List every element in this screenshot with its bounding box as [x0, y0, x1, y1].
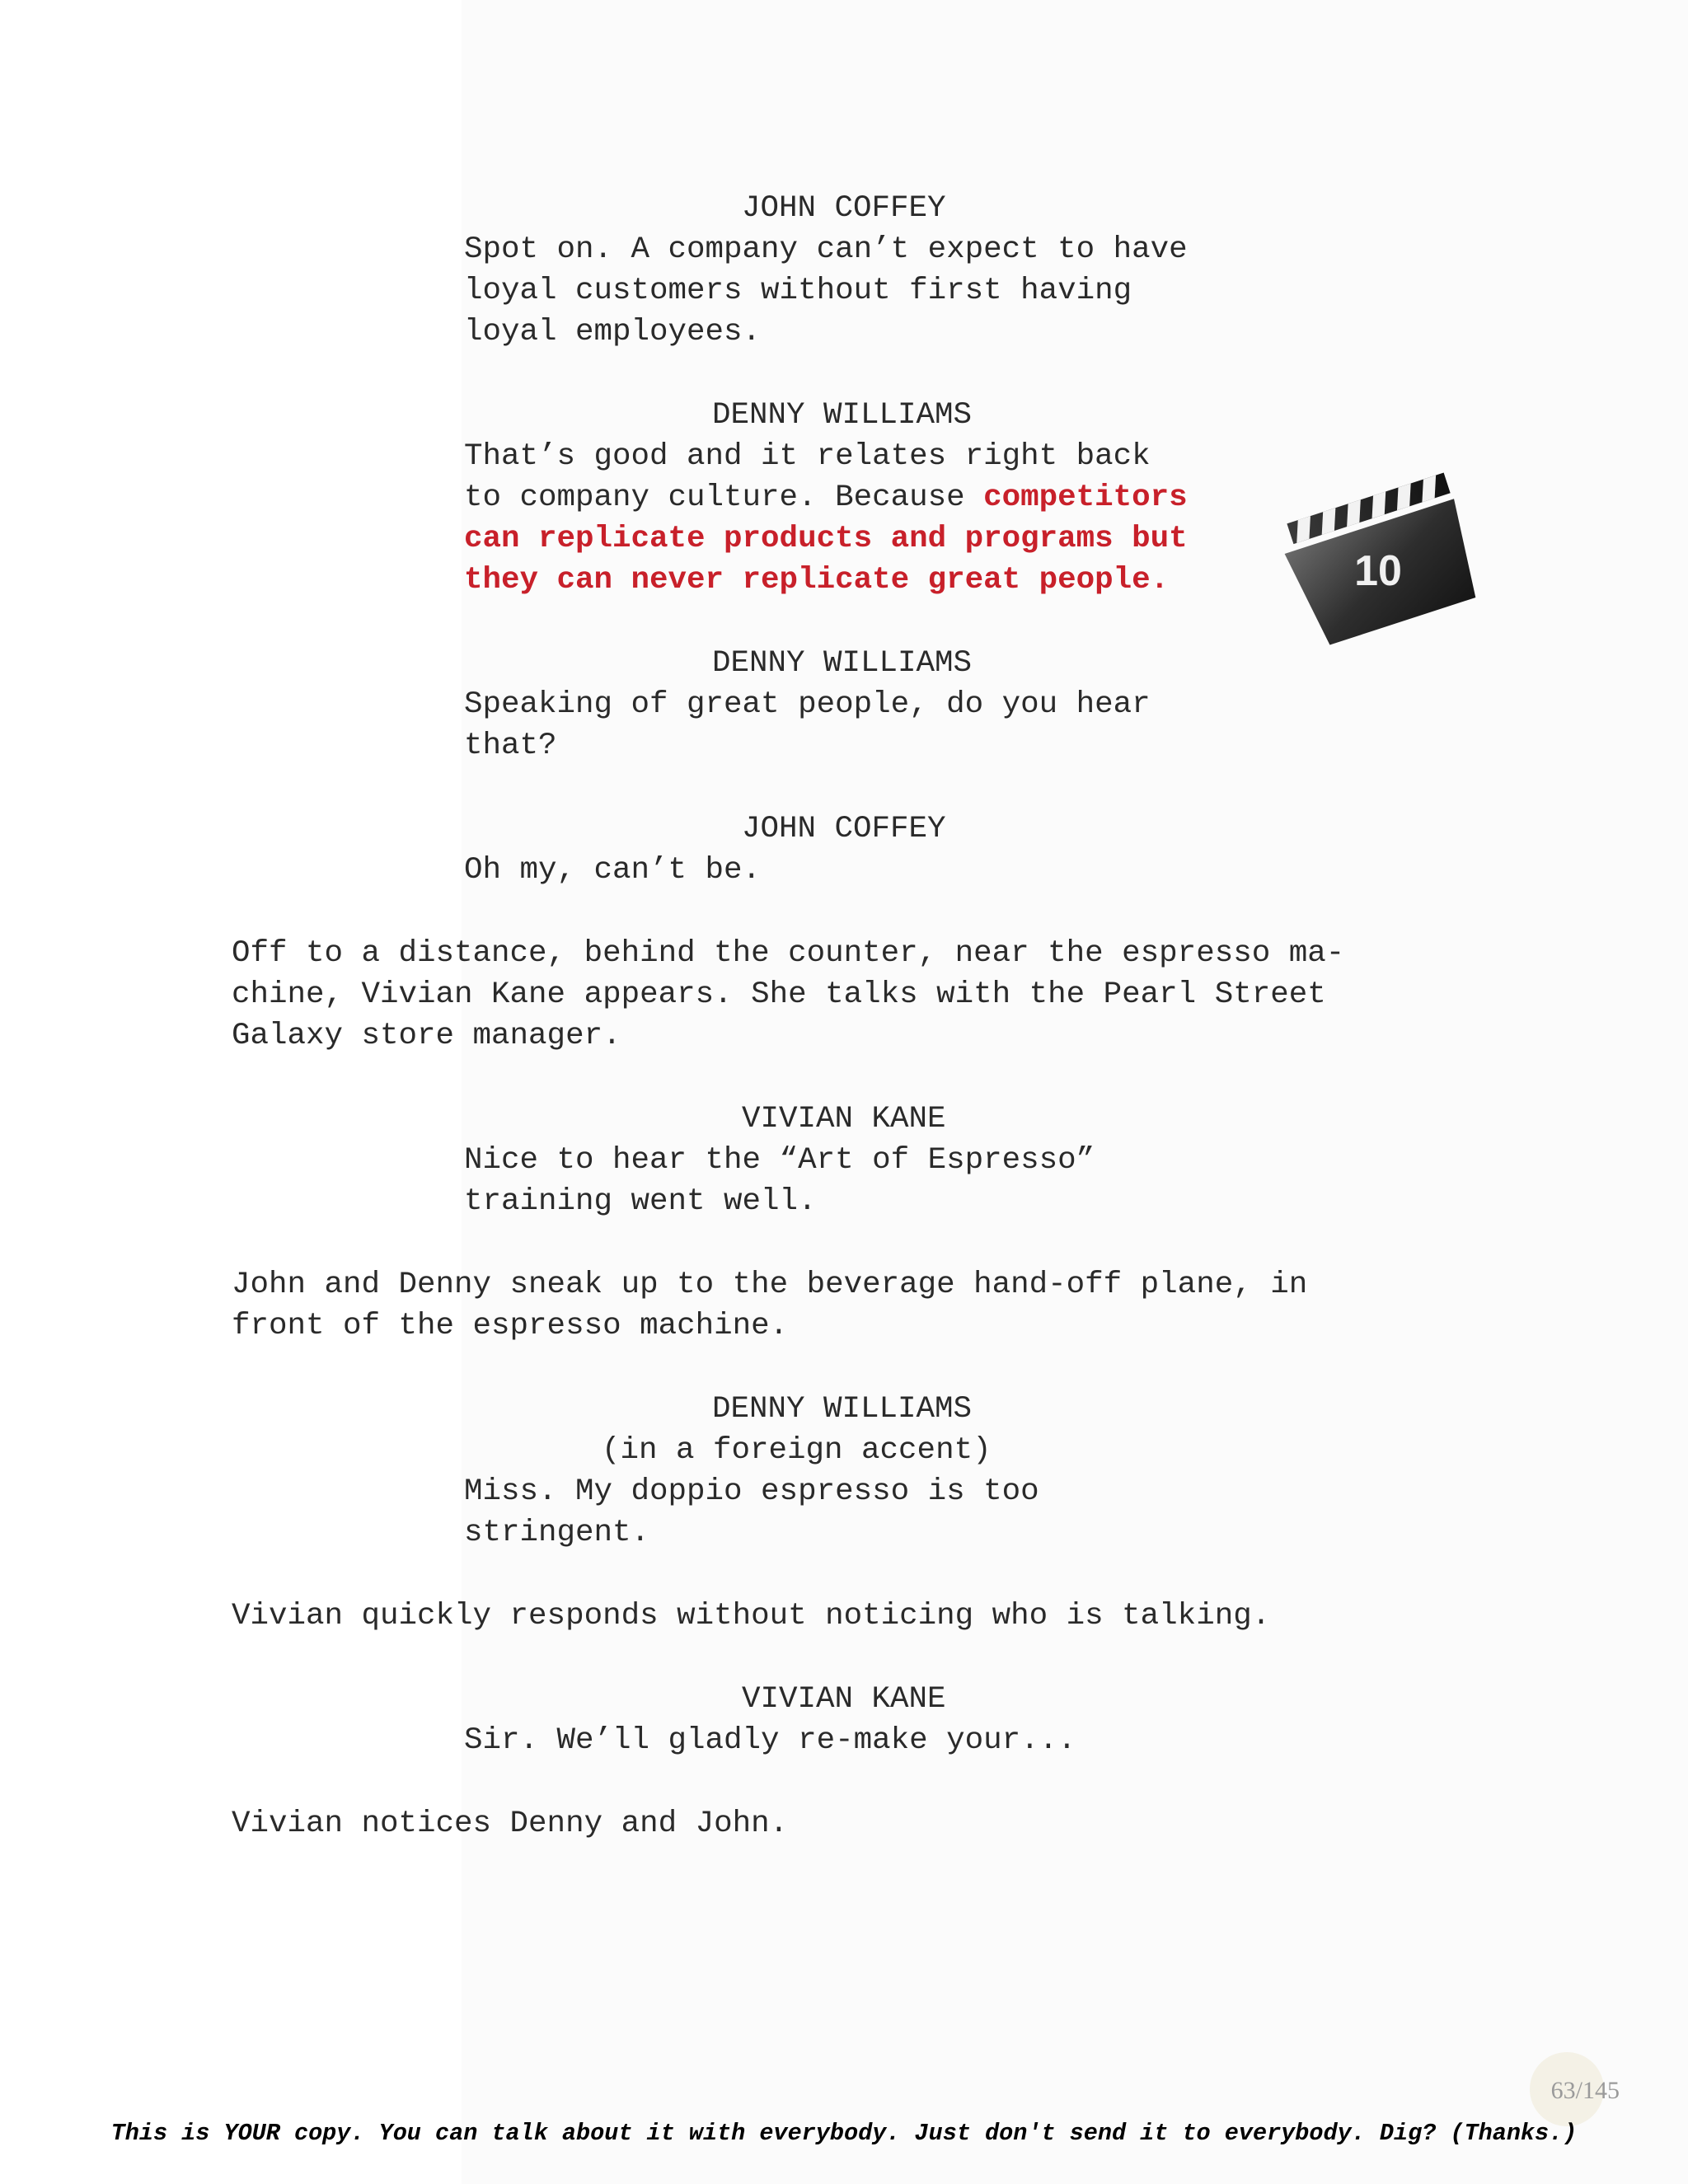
dialogue-line: Spot on. A company can’t expect to have — [464, 232, 1188, 267]
dialogue-line: Oh my, can’t be. — [464, 853, 762, 888]
action-line: Galaxy store manager. — [232, 1019, 621, 1053]
dialogue-line: Speaking of great people, do you hear — [464, 687, 1151, 722]
action-line: chine, Vivian Kane appears. She talks with the Pearl Street — [232, 977, 1326, 1012]
character-name: JOHN COFFEY — [742, 812, 946, 846]
dialogue-line: Nice to hear the “Art of Espresso” — [464, 1143, 1095, 1178]
dialogue-line: That’s good and it relates right back — [464, 439, 1151, 474]
dialogue-line: Sir. We’ll gladly re-make your... — [464, 1723, 1076, 1758]
clapperboard-icon — [1276, 462, 1490, 659]
dialogue-line — [464, 477, 1188, 518]
character-name: DENNY WILLIAMS — [712, 1392, 973, 1427]
dialogue-line: loyal customers without first having — [464, 274, 1132, 308]
action-line: Vivian quickly responds without noticing who is talking. — [232, 1599, 1271, 1633]
character-name: DENNY WILLIAMS — [712, 398, 973, 433]
highlighted-quote: can replicate products and programs but — [464, 522, 1188, 556]
parenthetical: (in a foreign accent) — [602, 1433, 992, 1468]
character-name: VIVIAN KANE — [742, 1102, 946, 1137]
page-number: 63/145 — [1550, 2077, 1620, 2104]
dialogue-line: Miss. My doppio espresso is too — [464, 1474, 1039, 1509]
action-line: Vivian notices Denny and John. — [232, 1807, 789, 1841]
dialogue-line: training went well. — [464, 1184, 817, 1219]
character-name: DENNY WILLIAMS — [712, 646, 973, 681]
action-line: Off to a distance, behind the counter, near the espresso ma- — [232, 936, 1345, 971]
action-line: front of the espresso machine. — [232, 1309, 789, 1343]
character-name: VIVIAN KANE — [742, 1682, 946, 1717]
badge-number: 10 — [1354, 547, 1402, 595]
dialogue-line: loyal employees. — [464, 315, 762, 349]
action-line: John and Denny sneak up to the beverage hand-off plane, in — [232, 1268, 1308, 1302]
dialogue-text: to company culture. Because — [464, 480, 984, 515]
highlighted-quote: competitors — [983, 480, 1188, 515]
dialogue-line: that? — [464, 729, 557, 763]
highlighted-quote: they can never replicate great people. — [464, 563, 1170, 598]
footer-notice: This is YOUR copy. You can talk about it with everybody. Just don't send it to everybody. Dig? (Thanks.) — [110, 2120, 1578, 2147]
dialogue-line: stringent. — [464, 1516, 650, 1550]
